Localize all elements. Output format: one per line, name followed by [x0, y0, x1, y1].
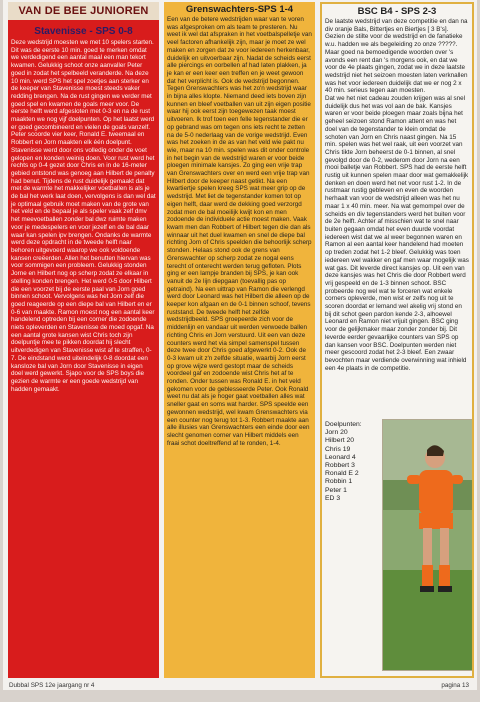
goal-scorer: Chris 19	[325, 445, 351, 453]
column-stavenisse	[8, 2, 159, 678]
goal-scorer: Hilbert 20	[325, 437, 355, 445]
goal-scorer: Ronald E 2	[325, 470, 359, 478]
page-title: VAN DE BEE JUNIOREN	[8, 2, 159, 20]
goal-scorer: Leonard 4	[325, 453, 356, 461]
goal-scorer: Robbin 1	[325, 478, 353, 486]
player-photo	[382, 419, 474, 671]
match-report-stavenisse: Deze wedstrijd moesten we met 10 spelers starten. Dit was de eerste 10 min. goed te merken omdat we verdedigend een aantal maal een man tekort kwamen. Gelukkig schoot onze aanvaller Peter goed in zodat het spelbeeld veranderde. Na deze 10 min. werd SPS het spel zoetjes aan sterker en de keeper van Stavenisse moest steeds vaker redding brengen. Na de rust gingen we verder met goed spel en kwamen de goals meer voor. De eerste helft werd afgesloten met 0-3 en na de rust maakten we nog vijf doelpunten. Op het laatst werd er goed gecombineerd en vielen de goals vanzelf. Peter scoorde vier keer, Ronald E. tweemaal en Robbert en Jorn maakten elk één doelpunt. Stavenisse werd door ons volledig onder de voet gelopen en konden weinig doen. Voor rust werd het rechts op 0-4 gezet door Chris en in de 16-meter gebied ontstond was genoeg aan Hilbert de penalty had benut. Tijdens de rust duidelijk gemaakt dat met de warmte het makkelijker voetballen is als je de bal het werk laat doen, vervolgens is dan wel dat je optimaal gebruik moet maken van de grote van het veld en de bepaal je als speler vaak zelf dmv het meevoetballen zonder bal dwz ruimte maken voor je medespelers en voor jezelf en de bal daar waar kan spelen ipv brengen. Ondanks de warmte werd deze opdracht in de tweede helft naar behoren uitgevoerd waarop we ook voldoende kansen creëerden. Allen het benutten hiervan was voor sommigen een probleem. Gelukkig stonden Jorne en Hilbert nog op scherp zodat ze elkaar in stelling konden brengen. Het werd 0-5 door Hilbert die een voorzet bij de eerste paal van Jorn goed binnen schoot. Vervolgens was het Jorn zelf die goed reageerde op een diepe bal van Hilbert en er 0-6 van maakte. Ramon moest nog een aantal keer handelend optreden bij een corner die zodoende niets opleverden en Stavenisse de moed opgaf. Na een aantal grote kansen wist Chris toch zijn doelpuntje mee te pikken doordat hij slecht uitverdedigen van Stavenisse wist af te straffen, 0-7. De eindstand werd uiteindelijk 0-8 doordat een kansloze bal van Jorn door Stavenisse in eigen doel werd gewerkt. Sjapo voor de SPS boys die gezien de warmte er een goede wedstrijd van hadden gemaakt.	[11, 39, 156, 393]
goal-scorer: ED 3	[325, 494, 341, 502]
match-title-stavenisse: Stavenisse - SPS 0-8	[34, 26, 133, 37]
match-report-bsc: De laatste wedstrijd van deze competitie en dan na div oranje Bals, Bittertjes en Biertjes [ 3 B's]. Gezien de stilte voor de wedstrijd en de fanatieke w.u. hadden we als begeleiding zo onze ?????. Maar goed na bemoedigende woorden over 's avonds een rent dan 's morgens ook, en dat we voor de 4e plaats gingen, zodat we in deze laatste wedstrijd niet het seizoen moesten laten verknallen was het voor iedereen duidelijk dat we er nog 2 x 40 min. serieus tegen aan moesten. Dat we het niet cadeau zouden krijgen was al snel duidelijk dus het was vol aan de bak. Kansjes waren er voor beide ploegen maar zoals bijna het geheel seizoen stond Ramon attent en was het doel van de tegenstander te klein omdat de schoten van Jorn en Chris naast gingen. Na 15 min. spelen was het wel raak, uit een voorzet van Chris tikte Jorn beheerst de 0-1 binnen, al snel gevolgd door de 0-2, wederom door Jorn na een mooi balletje van Robbert. SPS had de eerste helft rustig uit kunnen spelen maar door wat gemakkelijk denken en doen werd het net voor rust 1-2. In de rustmaar rustig gebleven en even de woorden herhaalt van voor de wedstrijd alleen was het nu maar 1 x 40 min. meer. Na wat gemompel over de scheids en div tegenstanders werd het buiten voor de 2e helft. Achter af misschien wat te snel naar buiten gegaan omdat het even duurde voordat iedereen wist dat we al weer begonnen waren en Ramon al een aantal keer handelend had moeten op treden zodat het 1-2 bleef. Gelukkig was toen iedereen wel wakker en gaf men waar mogelijk was wat gas. Dit leverde direct kansjes op. Uit een van deze kansjes was het Chris die door Robbert werd vrij gespeeld en de 1-3 binnen schoot. BSC probeerde nog wel wat te forceren wat enkele corners opleverde, men wist er zelfs nog uit te scoren doordat er lemand wel akelig vrij stond en bij dit schot geen pardon kende 2-3, alhoewel Leonard en Ramon niet vrijuit gingen. BSC ging voor de gelijkmaker maar zonder zonder bij. Dit leverde eerder gevaarlijke counters van SPS op dan kansen voor BSC. Doelpunten werden niet meer gescoord zodat het 2-3 bleef. Een zwaar bevochten maar verdiende overwinning wat inhield een 4e plaats in de competitie.	[325, 18, 469, 372]
column-bsc	[320, 2, 474, 678]
goal-scorers-label: Doelpunten:	[325, 421, 362, 428]
goal-scorer: Robbert 3	[325, 462, 355, 470]
goal-scorers	[325, 421, 381, 503]
match-report-grenswachters: Een van de betere wedstrijden waar van te voren was afgesproken om als team te presteren. Nu weet ik wel dat afspraken in het voetbalspelletje van veel factoren afhankelijk zijn, maar je moet ze wel maken en zorgen dat ze voor iedereen herkenbaar, duidelijk en uitvoerbaar zijn. Nadat de scheids eerst alle piercings en oorbellen af had laten plakken, ja je kan er een keer een treffen en je weet gewoon dat het verplicht is. Ook de wedstrijd begonnen. Tegen Grenswachters was het zo'n wedstrijd waar in bijna alles klopte. Niemand deed iets boven zijn kunnen en bleef voetballen van uit zijn eigen positie waar hij ook eerst zijn toegewezen taak moest uitvoeren. Ik trof toen een felle tegenstander die er op gebrand was om tegen ons iets recht te zetten na de 5-0 nederlaag van de vorige wedstrijd. Even was het zoeken in de as van het veld wie pakt nu wie, maar na 10 min. spelen was dit onder controle in het begin van de wedstrijd waren er voor beide ploegen minimale kansjes. Zo ging een vrije trap van Grenswachters over en werd een vrije trap van Hilbert door de keeper naast getikt. Na een kwartiertje spelen kreeg SPS wat meer grip op de wedstrijd. Met liet de tegenstander komen tot op eigen helft, daar werd de dekking goed verzorgd zodat men de bal moeilijk kwijt kon en men zodoende de individuele actie moest maken. Vaak kwam men dan Robbert of Hilbert tegen die dan als winnaar uit het duel kwamen en snel de diepe bal richting Jorn of Chris speelden die behoorlijk scherp stonden. Helaas stond ook de grens van Grenswachter op scherp zodat ze nogal eens terecht of onterecht werden terug gefloten. Plots ging er een lampje branden bij SPS, je kan ook vanuit de 2e lijn diepgaan (toevallig pas op getraind). Na een uittrap van Ramon die verlengd werd door Leonard was het Hilbert die alleen op de keeper kon afgaan en de 0-1 binnen schoof, tevens ruststand. De tweede helft het zelfde wedstrijdbeeld. SPS groepeerde zich voor de middenlijn en vandaar uit werden verwoede ballen richting Chris en Jorn verstuurd. Uit een van deze counters werd het via simpel samenspel tussen deze twee door Chris goed afgewerkt 0-2. Ook de 0-3 kwam uit z'n zelfde situatie, waarbij Jorn eerst op grove wijze werd gestopt maar de scheids voordeel gaf en zodoende wist Chris het af te ronden. Onder tussen was Ronald E. in het veld gekomen voor de geblesseerde Peter. Ook Ronald weet nu dat als je hoger gaat voetballen alles wat sneller gaat en soms wat harder. SPS speelde een gewonnen wedstrijd, wel kwam Grenswachters via een counter nog terug tot 1-3. Robbert maakte aan alle illusies van Grenswachters een einde door een slecht genomen corner van Hilbert middels een fraai schot doeltreffend af te ronden, 1-4.	[167, 16, 312, 447]
footer-page-number: pagina 13	[441, 682, 469, 689]
match-title-bsc: BSC B4 - SPS 2-3	[357, 6, 437, 17]
match-title-grenswachters: Grenswachters-SPS 1-4	[185, 4, 294, 15]
goal-scorer: Jorn 20	[325, 429, 348, 437]
column-grenswachters	[164, 2, 315, 678]
player-photo-image	[383, 420, 473, 670]
magazine-page	[3, 0, 477, 690]
footer-issue: Dubbal SPS 12e jaargang nr 4	[9, 682, 95, 689]
goal-scorer: Peter 1	[325, 486, 347, 494]
